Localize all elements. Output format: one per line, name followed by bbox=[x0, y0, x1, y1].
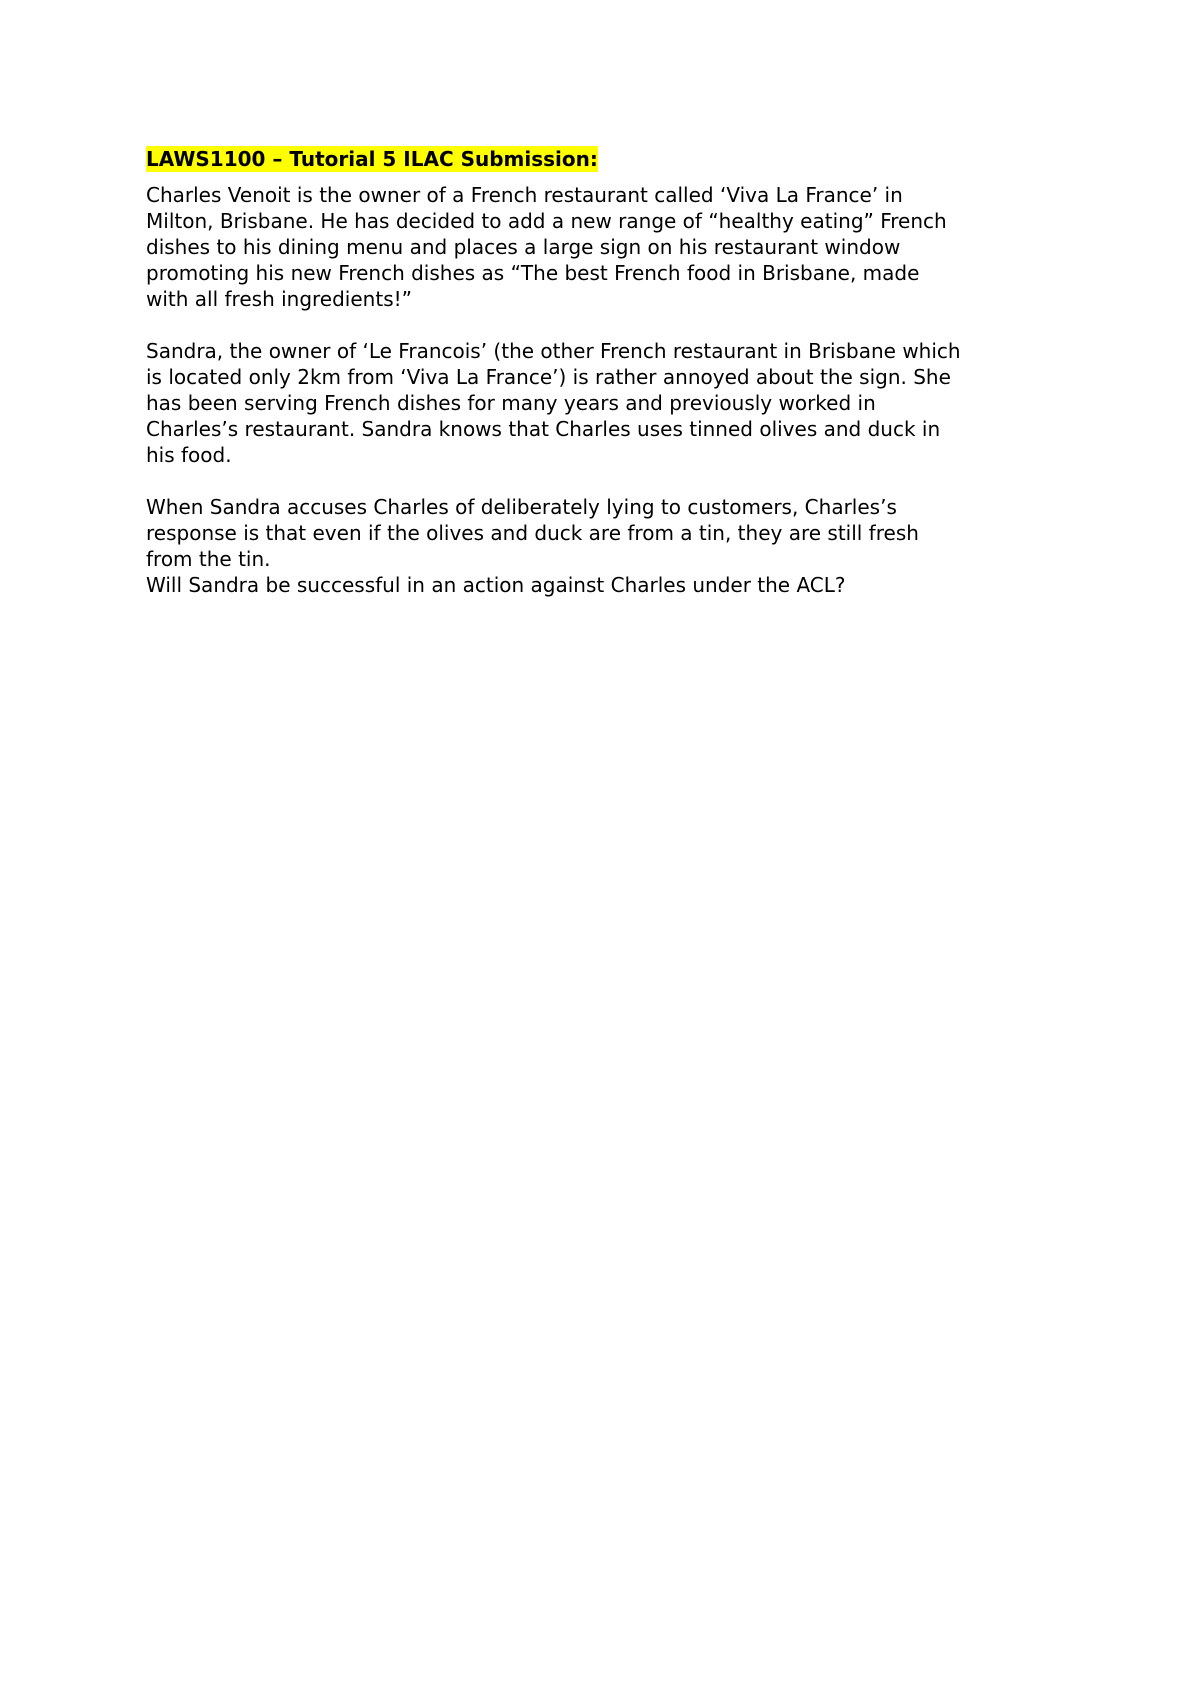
paragraph-sandra: Sandra, the owner of ‘Le Francois’ (the other French restaurant in Brisbane which is located only 2km from ‘Viva La France’) is rather annoyed about the sign. She has been serving French dishes for many years and previously worked in Charles’s restaurant. Sandra knows that Charles uses tinned olives and duck in his food. bbox=[146, 339, 961, 467]
heading-highlight: LAWS1100 – Tutorial 5 ILAC Submission: bbox=[146, 147, 598, 171]
question-text: Will Sandra be successful in an action against Charles under the ACL? bbox=[146, 573, 846, 597]
document-body bbox=[146, 146, 1066, 598]
paragraph-accusation: When Sandra accuses Charles of deliberately lying to customers, Charles’s response is that even if the olives and duck are from a tin, they are still fresh from the tin. bbox=[146, 495, 919, 571]
paragraph-scenario: Charles Venoit is the owner of a French restaurant called ‘Viva La France’ in Milton, Brisbane. He has decided to add a new range of “healthy eating” French dishes to his dining menu and places a large sign on his restaurant window promoting his new French dishes as “The best French food in Brisbane, made with all fresh ingredients!” bbox=[146, 183, 947, 311]
document-heading bbox=[146, 146, 1066, 172]
